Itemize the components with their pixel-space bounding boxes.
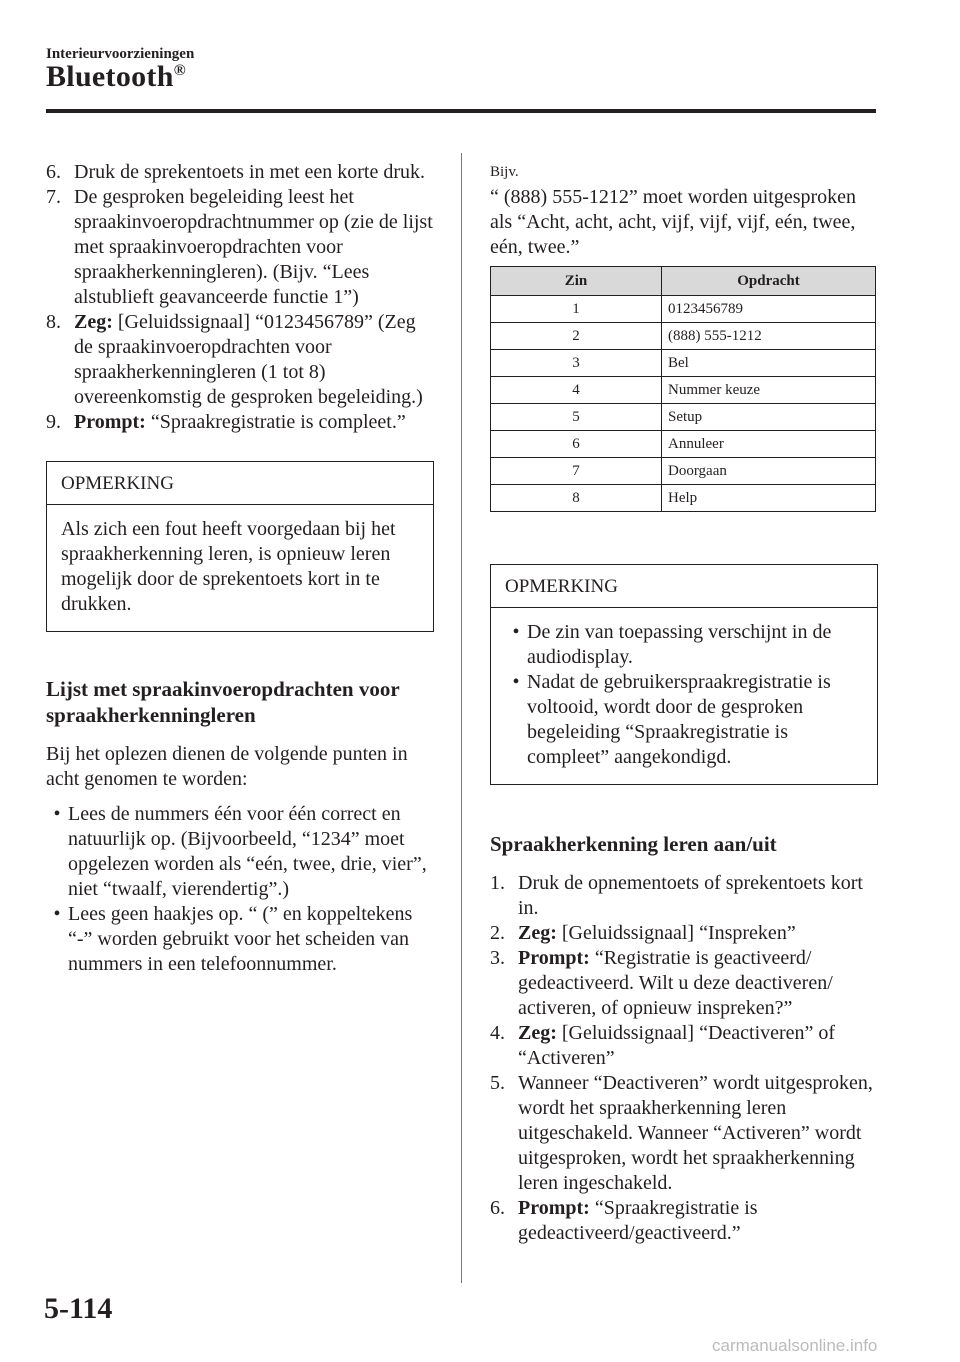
step-5: 5. Wanneer “Deactiveren” wordt uitgesproken, wordt het spraakherkenning leren uitgeschakeld. Wanneer “Activeren” wordt uitgesproken, wordt het spraakherkenning leren ingeschakeld. (490, 1072, 873, 1194)
example-label: Bijv. (490, 164, 519, 180)
note-box-left (46, 461, 434, 632)
page-number: 5-114 (44, 1292, 113, 1325)
table-header-row: Zin Opdracht (491, 267, 876, 296)
note-text: Als zich een fout heeft voorgedaan bij het spraakherkenning leren, is opnieuw leren mogelijk door de sprekentoets kort in te drukken. (61, 518, 396, 615)
step-8: 8. Zeg: [Geluidssignaal] “0123456789” (Zeg de spraakinvoeropdrachten voor spraakherkenningleren (1 tot 8) overeenkomstig de gesproken begeleiding.) (46, 311, 423, 408)
table-row: 6 Annuleer (491, 431, 876, 458)
step-1: 1. Druk de opnementoets of sprekentoets kort in. (490, 872, 863, 919)
phrase-table (490, 266, 876, 512)
column-divider (461, 153, 462, 1283)
note-title: OPMERKING (491, 565, 877, 608)
step-7: 7. De gesproken begeleiding leest het spraakinvoeropdrachtnummer op (zie de lijst met spraakinvoeropdrachten voor spraakherkenningleren). (Bijv. “Lees alstublieft geavanceerde functie 1”) (46, 186, 433, 308)
list-item: • De zin van toepassing verschijnt in de audiodisplay. (512, 621, 832, 668)
note-title: OPMERKING (47, 462, 433, 505)
step-2: 2. Zeg: [Geluidssignaal] “Inspreken” (490, 922, 796, 944)
list-item: • Lees geen haakjes op. “ (” en koppeltekens “-” worden gebruikt voor het scheiden van nummers in een telefoonnummer. (53, 903, 413, 975)
watermark: carmanualsonline.info (712, 1336, 878, 1355)
table-row: 3 Bel (491, 350, 876, 377)
table-row: 8 Help (491, 485, 876, 512)
list-heading: Lijst met spraakinvoeropdrachten voor spraakherkenningleren (46, 677, 400, 727)
table-row: 1 0123456789 (491, 296, 876, 323)
table-row: 2 (888) 555-1212 (491, 323, 876, 350)
page-title: Bluetooth® (46, 60, 186, 93)
list-item: • Lees de nummers één voor één correct en natuurlijk op. (Bijvoorbeeld, “1234” moet opgelezen worden als “eén, twee, drie, vier”, niet “twaalf, vierendertig”.) (53, 803, 427, 900)
example-text: “ (888) 555-1212” moet worden uitgesproken als “Acht, acht, acht, vijf, vijf, vijf, eén, twee, eén, twee.” (490, 186, 857, 258)
step-4: 4. Zeg: [Geluidssignaal] “Deactiveren” of “Activeren” (490, 1022, 836, 1069)
section-label: Interieurvoorzieningen (46, 46, 195, 62)
note-box-right (490, 564, 878, 785)
step-3: 3. Prompt: “Registratie is geactiveerd/ gedeactiveerd. Wilt u deze deactiveren/ activeren, of opnieuw inspreken?” (490, 947, 833, 1019)
right-column (490, 160, 878, 1246)
header-rule (46, 109, 876, 113)
table-row: 4 Nummer keuze (491, 377, 876, 404)
step-6: 6. Druk de sprekentoets in met een korte druk. (46, 161, 426, 183)
section-heading: Spraakherkenning leren aan/uit (490, 832, 777, 856)
left-column (46, 160, 434, 977)
step-9: 9. Prompt: “Spraakregistratie is compleet.” (46, 411, 406, 433)
list-item: • Nadat de gebruikerspraakregistratie is voltooid, wordt door de gesproken begeleiding “Spraakregistratie is compleet” aangekondigd. (512, 671, 831, 768)
table-row: 5 Setup (491, 404, 876, 431)
intro-text: Bij het oplezen dienen de volgende punten in acht genomen te worden: (46, 743, 408, 790)
table-row: 7 Doorgaan (491, 458, 876, 485)
step-6-right: 6. Prompt: “Spraakregistratie is gedeactiveerd/geactiveerd.” (490, 1197, 758, 1244)
